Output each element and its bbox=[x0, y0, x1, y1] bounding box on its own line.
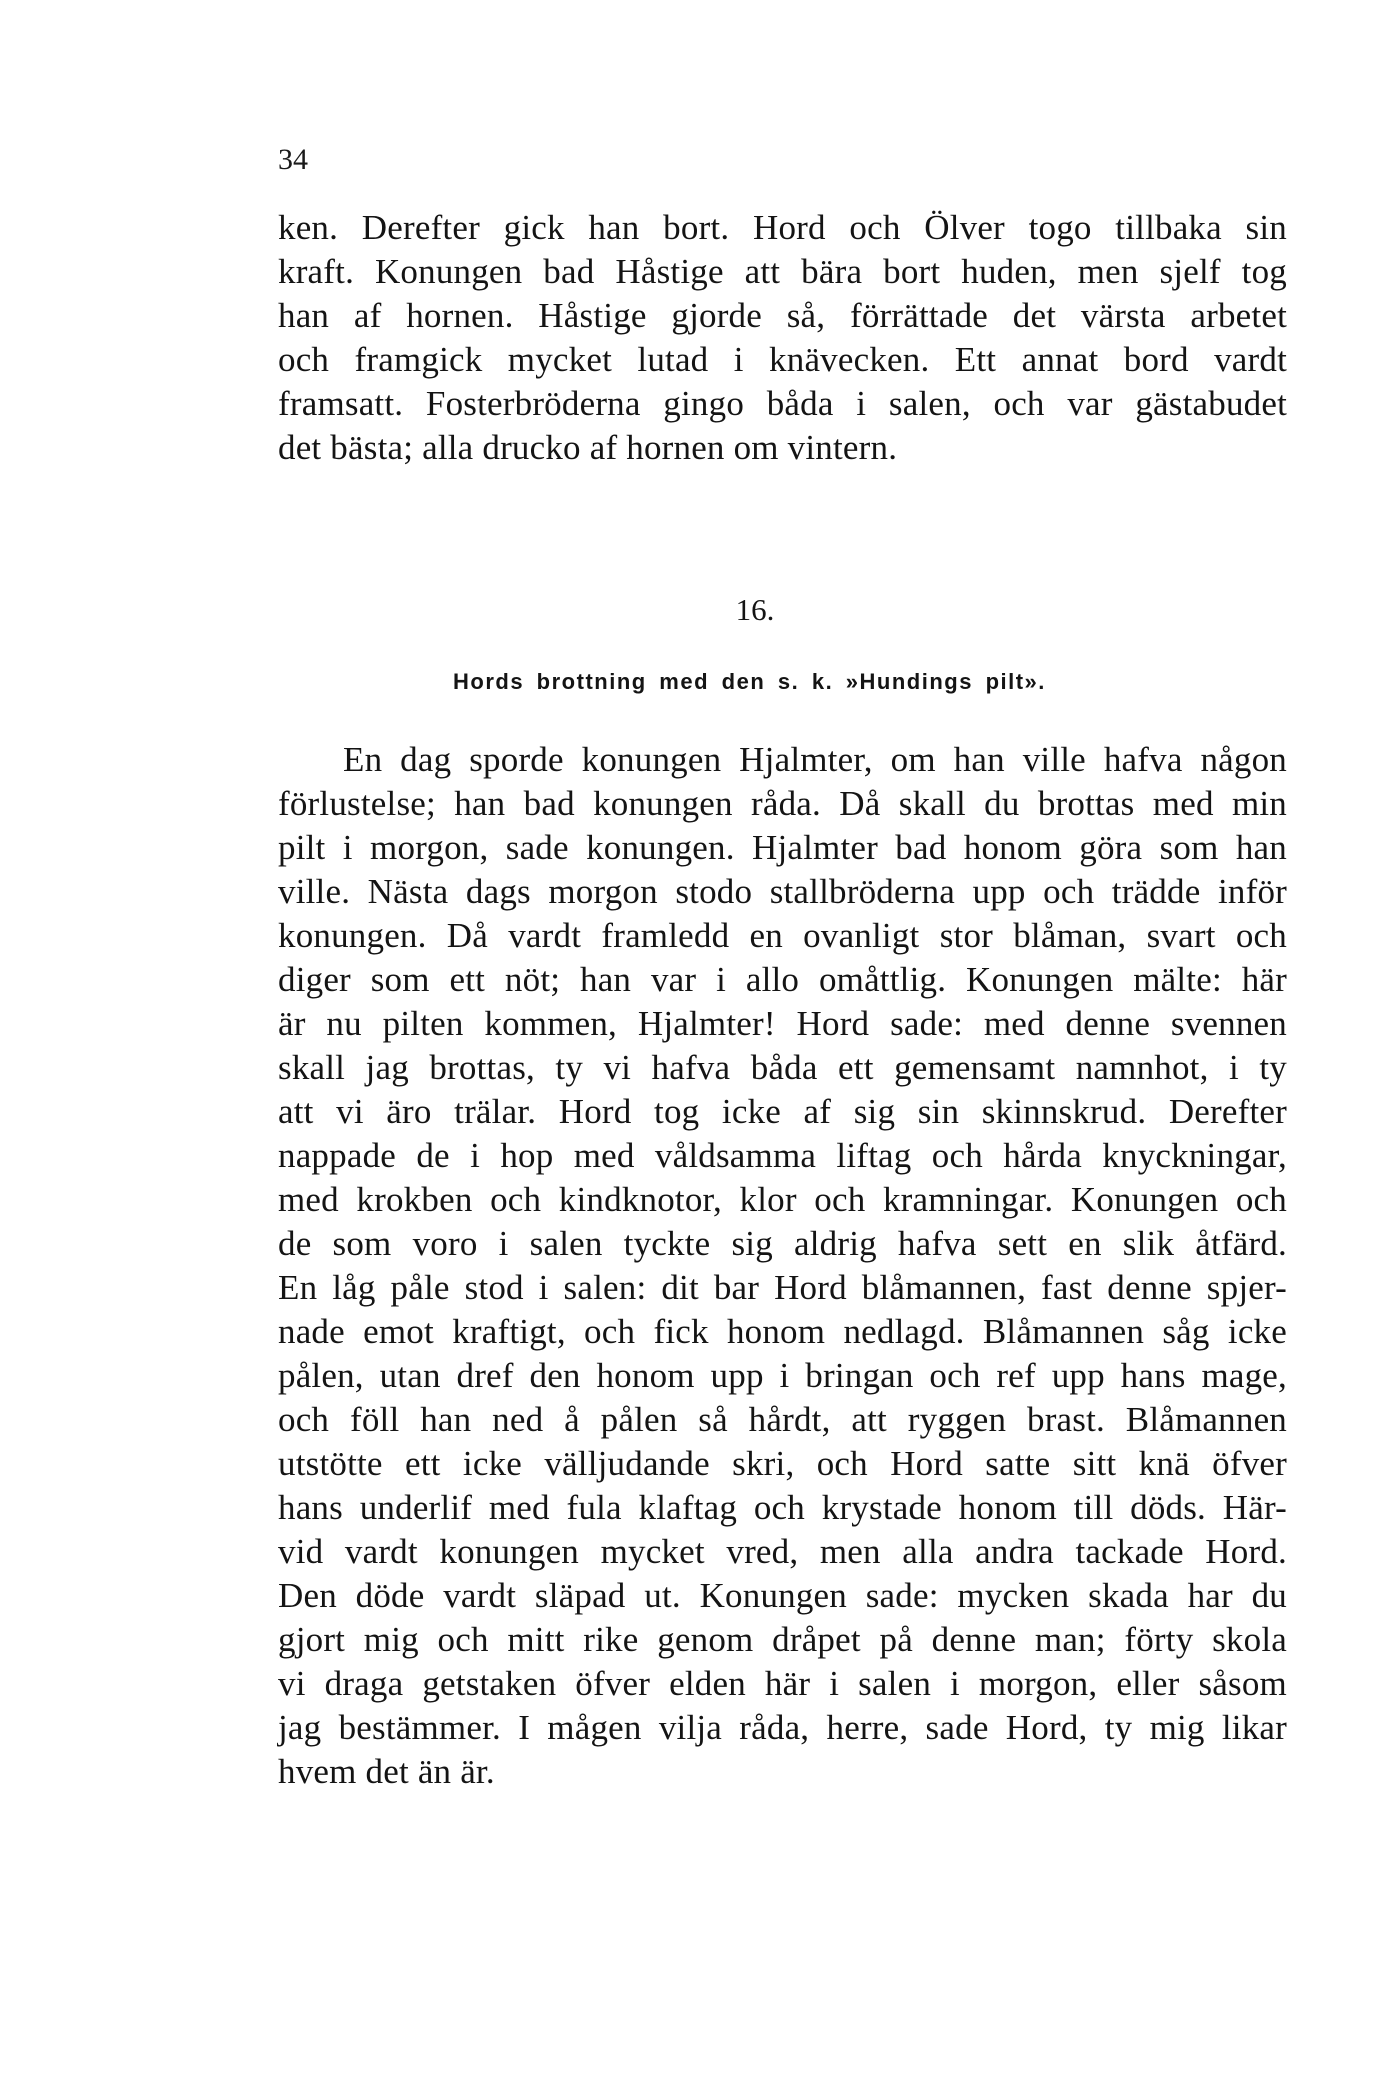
text-line: att vi äro trälar. Hord tog icke af sig sin skinnskrud. Derefter bbox=[278, 1092, 1287, 1131]
section-number: 16. bbox=[735, 592, 775, 627]
text-line: och föll han ned å pålen så hårdt, att ryggen brast. Blåmannen bbox=[278, 1400, 1287, 1439]
text-line: nade emot kraftigt, och fick honom nedlagd. Blåmannen såg icke bbox=[278, 1312, 1287, 1351]
text-line: konungen. Då vardt framledd en ovanligt stor blåman, svart och bbox=[278, 916, 1287, 955]
text-line: jag bestämmer. I mågen vilja råda, herre, sade Hord, ty mig likar bbox=[278, 1708, 1287, 1747]
page-number: 34 bbox=[278, 143, 308, 176]
text-line: vi draga getstaken öfver elden här i salen i morgon, eller såsom bbox=[278, 1664, 1287, 1703]
text-line: han af hornen. Håstige gjorde så, förrättade det värsta arbetet bbox=[278, 296, 1287, 335]
text-line: vid vardt konungen mycket vred, men alla andra tackade Hord. bbox=[278, 1532, 1287, 1571]
text-line: hvem det än är. bbox=[278, 1752, 495, 1791]
text-line: ken. Derefter gick han bort. Hord och Ölver togo tillbaka sin bbox=[278, 208, 1287, 247]
text-line: pilt i morgon, sade konungen. Hjalmter bad honom göra som han bbox=[278, 828, 1287, 867]
text-line: kraft. Konungen bad Håstige att bära bort huden, men sjelf tog bbox=[278, 252, 1287, 291]
paragraph-continuation bbox=[278, 206, 1287, 470]
text-line: nappade de i hop med våldsamma liftag och hårda knyckningar, bbox=[278, 1136, 1287, 1175]
text-line: diger som ett nöt; han var i allo omåttlig. Konungen mälte: här bbox=[278, 960, 1287, 999]
text-line: skall jag brottas, ty vi hafva båda ett gemensamt namnhot, i ty bbox=[278, 1048, 1287, 1087]
text-line: hans underlif med fula klaftag och krystade honom till döds. Här- bbox=[278, 1488, 1287, 1527]
text-line: framsatt. Fosterbröderna gingo båda i salen, och var gästabudet bbox=[278, 384, 1287, 423]
paragraph-main bbox=[278, 738, 1287, 1794]
text-line: de som voro i salen tyckte sig aldrig hafva sett en slik åtfärd. bbox=[278, 1224, 1287, 1263]
text-line: det bästa; alla drucko af hornen om vintern. bbox=[278, 428, 898, 467]
text-line: utstötte ett icke välljudande skri, och Hord satte sitt knä öfver bbox=[278, 1444, 1287, 1483]
text-line: gjort mig och mitt rike genom dråpet på denne man; förty skola bbox=[278, 1620, 1287, 1659]
text-line: och framgick mycket lutad i knävecken. Ett annat bord vardt bbox=[278, 340, 1287, 379]
text-line: förlustelse; han bad konungen råda. Då skall du brottas med min bbox=[278, 784, 1287, 823]
text-line: En dag sporde konungen Hjalmter, om han ville hafva någon bbox=[343, 740, 1287, 779]
text-line: med krokben och kindknotor, klor och kramningar. Konungen och bbox=[278, 1180, 1287, 1219]
text-line: Den döde vardt släpad ut. Konungen sade: mycken skada har du bbox=[278, 1576, 1287, 1615]
text-line: är nu pilten kommen, Hjalmter! Hord sade: med denne svennen bbox=[278, 1004, 1287, 1043]
text-line: En låg påle stod i salen: dit bar Hord blåmannen, fast denne spjer- bbox=[278, 1268, 1287, 1307]
text-line: pålen, utan dref den honom upp i bringan och ref upp hans mage, bbox=[278, 1356, 1287, 1395]
section-title: Hords brottning med den s. k. »Hundings pilt». bbox=[453, 669, 1046, 694]
text-line: ville. Nästa dags morgon stodo stallbröderna upp och trädde inför bbox=[278, 872, 1287, 911]
